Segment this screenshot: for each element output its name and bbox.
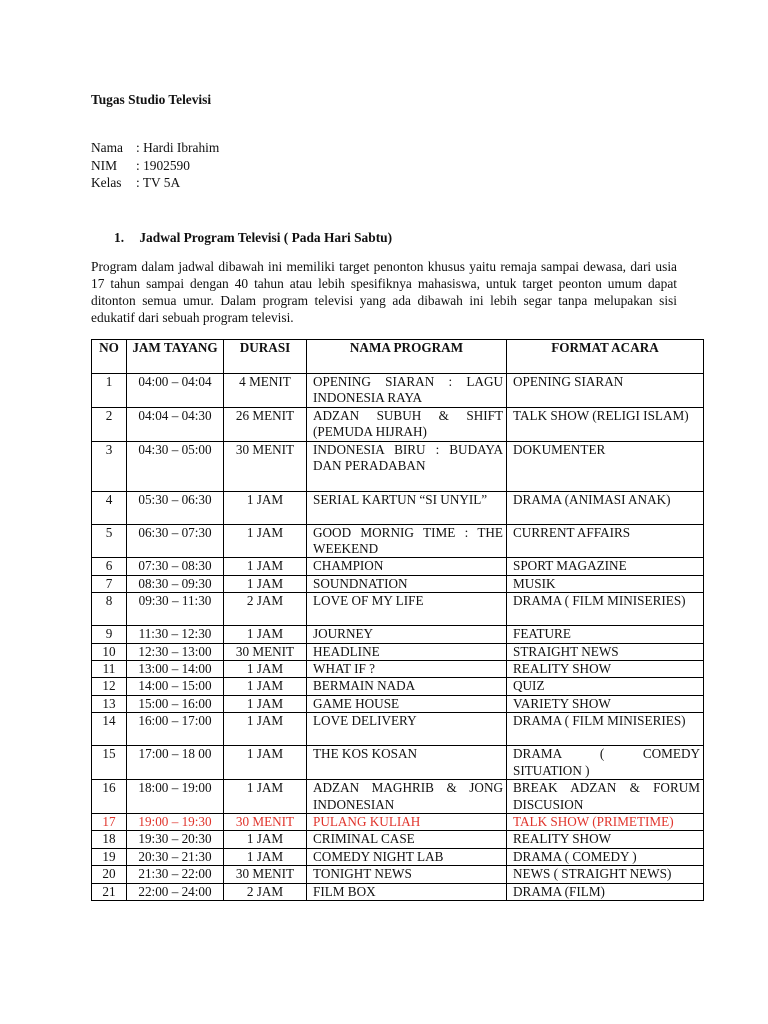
cell-durasi: 30 MENIT — [224, 866, 307, 883]
cell-durasi: 1 JAM — [224, 695, 307, 712]
cell-durasi: 1 JAM — [224, 848, 307, 865]
cell-format-acara: OPENING SIARAN — [507, 374, 704, 408]
table-row — [92, 831, 704, 848]
table-row — [92, 524, 704, 558]
cell-jam-tayang: 08:30 – 09:30 — [127, 575, 224, 592]
cell-no: 11 — [92, 661, 127, 678]
cell-nama-program: ADZAN MAGHRIB & JONG INDONESIAN — [307, 780, 507, 814]
cell-nama-program: LOVE DELIVERY — [307, 713, 507, 746]
cell-nama-program: FILM BOX — [307, 883, 507, 900]
cell-jam-tayang: 21:30 – 22:00 — [127, 866, 224, 883]
table-row — [92, 866, 704, 883]
section-heading — [114, 230, 392, 246]
cell-jam-tayang: 04:30 – 05:00 — [127, 441, 224, 491]
cell-format-acara: DOKUMENTER — [507, 441, 704, 491]
cell-no: 14 — [92, 713, 127, 746]
cell-jam-tayang: 04:00 – 04:04 — [127, 374, 224, 408]
table-row — [92, 374, 704, 408]
header-no: NO — [92, 340, 127, 374]
table-body — [92, 374, 704, 901]
cell-no: 10 — [92, 643, 127, 660]
cell-nama-program: ADZAN SUBUH & SHIFT (PEMUDA HIJRAH) — [307, 407, 507, 441]
cell-durasi: 2 JAM — [224, 883, 307, 900]
cell-format-acara: VARIETY SHOW — [507, 695, 704, 712]
cell-format-acara: REALITY SHOW — [507, 831, 704, 848]
schedule-table — [91, 339, 704, 901]
cell-no: 3 — [92, 441, 127, 491]
cell-format-acara: CURRENT AFFAIRS — [507, 524, 704, 558]
cell-nama-program: GAME HOUSE — [307, 695, 507, 712]
info-value: : TV 5A — [136, 175, 181, 190]
cell-format-acara: DRAMA ( COMEDY ) — [507, 848, 704, 865]
table-row — [92, 883, 704, 900]
cell-format-acara: DRAMA ( FILM MINISERIES) — [507, 593, 704, 626]
table-row — [92, 575, 704, 592]
cell-jam-tayang: 09:30 – 11:30 — [127, 593, 224, 626]
table-row — [92, 695, 704, 712]
document-title: Tugas Studio Televisi — [91, 92, 212, 107]
cell-jam-tayang: 17:00 – 18 00 — [127, 746, 224, 780]
cell-jam-tayang: 20:30 – 21:30 — [127, 848, 224, 865]
cell-durasi: 1 JAM — [224, 678, 307, 695]
info-row-nama — [91, 139, 219, 157]
cell-jam-tayang: 18:00 – 19:00 — [127, 780, 224, 814]
cell-format-acara: QUIZ — [507, 678, 704, 695]
cell-nama-program: CRIMINAL CASE — [307, 831, 507, 848]
cell-durasi: 30 MENIT — [224, 441, 307, 491]
cell-no: 18 — [92, 831, 127, 848]
table-row — [92, 407, 704, 441]
cell-durasi: 1 JAM — [224, 780, 307, 814]
table-header-row — [92, 340, 704, 374]
info-label: Kelas — [91, 175, 122, 190]
cell-durasi: 1 JAM — [224, 746, 307, 780]
cell-durasi: 30 MENIT — [224, 813, 307, 830]
cell-durasi: 1 JAM — [224, 713, 307, 746]
cell-jam-tayang: 05:30 – 06:30 — [127, 491, 224, 524]
cell-no: 17 — [92, 813, 127, 830]
cell-format-acara: FEATURE — [507, 626, 704, 643]
info-label: NIM — [91, 157, 118, 173]
cell-no: 21 — [92, 883, 127, 900]
table-row — [92, 780, 704, 814]
cell-durasi: 1 JAM — [224, 524, 307, 558]
header-jam-tayang: JAM TAYANG — [127, 340, 224, 374]
cell-no: 16 — [92, 780, 127, 814]
cell-nama-program: GOOD MORNIG TIME : THE WEEKEND — [307, 524, 507, 558]
cell-jam-tayang: 11:30 – 12:30 — [127, 626, 224, 643]
cell-nama-program: OPENING SIARAN : LAGU INDONESIA RAYA — [307, 374, 507, 408]
section-heading-text: Jadwal Program Televisi ( Pada Hari Sabtu) — [139, 230, 393, 245]
table-row — [92, 558, 704, 575]
cell-no: 4 — [92, 491, 127, 524]
cell-nama-program: LOVE OF MY LIFE — [307, 593, 507, 626]
cell-no: 9 — [92, 626, 127, 643]
table-row — [92, 593, 704, 626]
cell-no: 20 — [92, 866, 127, 883]
cell-jam-tayang: 16:00 – 17:00 — [127, 713, 224, 746]
cell-no: 7 — [92, 575, 127, 592]
info-label: Nama — [91, 140, 123, 155]
cell-format-acara: NEWS ( STRAIGHT NEWS) — [507, 866, 704, 883]
cell-no: 19 — [92, 848, 127, 865]
cell-no: 8 — [92, 593, 127, 626]
cell-durasi: 1 JAM — [224, 558, 307, 575]
info-row-nim — [91, 157, 219, 175]
cell-durasi: 30 MENIT — [224, 643, 307, 660]
table-row — [92, 661, 704, 678]
cell-jam-tayang: 15:00 – 16:00 — [127, 695, 224, 712]
cell-format-acara: DRAMA (ANIMASI ANAK) — [507, 491, 704, 524]
cell-durasi: 1 JAM — [224, 575, 307, 592]
cell-no: 6 — [92, 558, 127, 575]
cell-jam-tayang: 19:30 – 20:30 — [127, 831, 224, 848]
cell-jam-tayang: 22:00 – 24:00 — [127, 883, 224, 900]
cell-jam-tayang: 06:30 – 07:30 — [127, 524, 224, 558]
table-row — [92, 643, 704, 660]
cell-nama-program: COMEDY NIGHT LAB — [307, 848, 507, 865]
header-nama-program: NAMA PROGRAM — [307, 340, 507, 374]
cell-durasi: 1 JAM — [224, 661, 307, 678]
table-row — [92, 678, 704, 695]
cell-durasi: 4 MENIT — [224, 374, 307, 408]
student-info — [91, 139, 219, 192]
table-row — [92, 746, 704, 780]
cell-format-acara: DRAMA ( COMEDY SITUATION ) — [507, 746, 704, 780]
cell-no: 15 — [92, 746, 127, 780]
cell-format-acara: DRAMA ( FILM MINISERIES) — [507, 713, 704, 746]
cell-format-acara: DRAMA (FILM) — [507, 883, 704, 900]
cell-nama-program: CHAMPION — [307, 558, 507, 575]
cell-jam-tayang: 04:04 – 04:30 — [127, 407, 224, 441]
table-row — [92, 626, 704, 643]
cell-format-acara: SPORT MAGAZINE — [507, 558, 704, 575]
cell-nama-program: TONIGHT NEWS — [307, 866, 507, 883]
table-row — [92, 813, 704, 830]
cell-format-acara: TALK SHOW (PRIMETIME) — [507, 813, 704, 830]
info-row-kelas — [91, 174, 219, 192]
cell-no: 1 — [92, 374, 127, 408]
cell-format-acara: REALITY SHOW — [507, 661, 704, 678]
cell-no: 2 — [92, 407, 127, 441]
cell-durasi: 26 MENIT — [224, 407, 307, 441]
cell-nama-program: INDONESIA BIRU : BUDAYA DAN PERADABAN — [307, 441, 507, 491]
cell-durasi: 2 JAM — [224, 593, 307, 626]
cell-no: 13 — [92, 695, 127, 712]
cell-format-acara: TALK SHOW (RELIGI ISLAM) — [507, 407, 704, 441]
table-row — [92, 713, 704, 746]
header-format-acara: FORMAT ACARA — [507, 340, 704, 374]
cell-jam-tayang: 14:00 – 15:00 — [127, 678, 224, 695]
cell-format-acara: STRAIGHT NEWS — [507, 643, 704, 660]
section-paragraph: Program dalam jadwal dibawah ini memiliki target penonton khusus yaitu remaja sampai dewasa, dari usia 17 tahun sampai dengan 40 tahun atau lebih spesifiknya mahasiswa, untuk target peonton umum dapat ditonton semua umur. Dalam program televisi yang ada dibawah ini lebih segar tanpa melupakan sisi edukatif dari sebuah program televisi. — [91, 259, 677, 325]
table-row — [92, 848, 704, 865]
cell-nama-program: HEADLINE — [307, 643, 507, 660]
cell-durasi: 1 JAM — [224, 626, 307, 643]
cell-durasi: 1 JAM — [224, 831, 307, 848]
cell-jam-tayang: 07:30 – 08:30 — [127, 558, 224, 575]
cell-no: 12 — [92, 678, 127, 695]
header-durasi: DURASI — [224, 340, 307, 374]
cell-jam-tayang: 12:30 – 13:00 — [127, 643, 224, 660]
table-row — [92, 441, 704, 491]
cell-jam-tayang: 13:00 – 14:00 — [127, 661, 224, 678]
cell-no: 5 — [92, 524, 127, 558]
cell-format-acara: MUSIK — [507, 575, 704, 592]
cell-nama-program: PULANG KULIAH — [307, 813, 507, 830]
info-value: : Hardi Ibrahim — [136, 140, 220, 155]
table-row — [92, 491, 704, 524]
info-value: : 1902590 — [136, 157, 190, 173]
cell-jam-tayang: 19:00 – 19:30 — [127, 813, 224, 830]
cell-nama-program: WHAT IF ? — [307, 661, 507, 678]
cell-nama-program: SOUNDNATION — [307, 575, 507, 592]
cell-nama-program: BERMAIN NADA — [307, 678, 507, 695]
cell-format-acara: BREAK ADZAN & FORUM DISCUSION — [507, 780, 704, 814]
cell-nama-program: SERIAL KARTUN “SI UNYIL” — [307, 491, 507, 524]
section-number: 1. — [114, 230, 125, 245]
cell-nama-program: JOURNEY — [307, 626, 507, 643]
cell-durasi: 1 JAM — [224, 491, 307, 524]
cell-nama-program: THE KOS KOSAN — [307, 746, 507, 780]
